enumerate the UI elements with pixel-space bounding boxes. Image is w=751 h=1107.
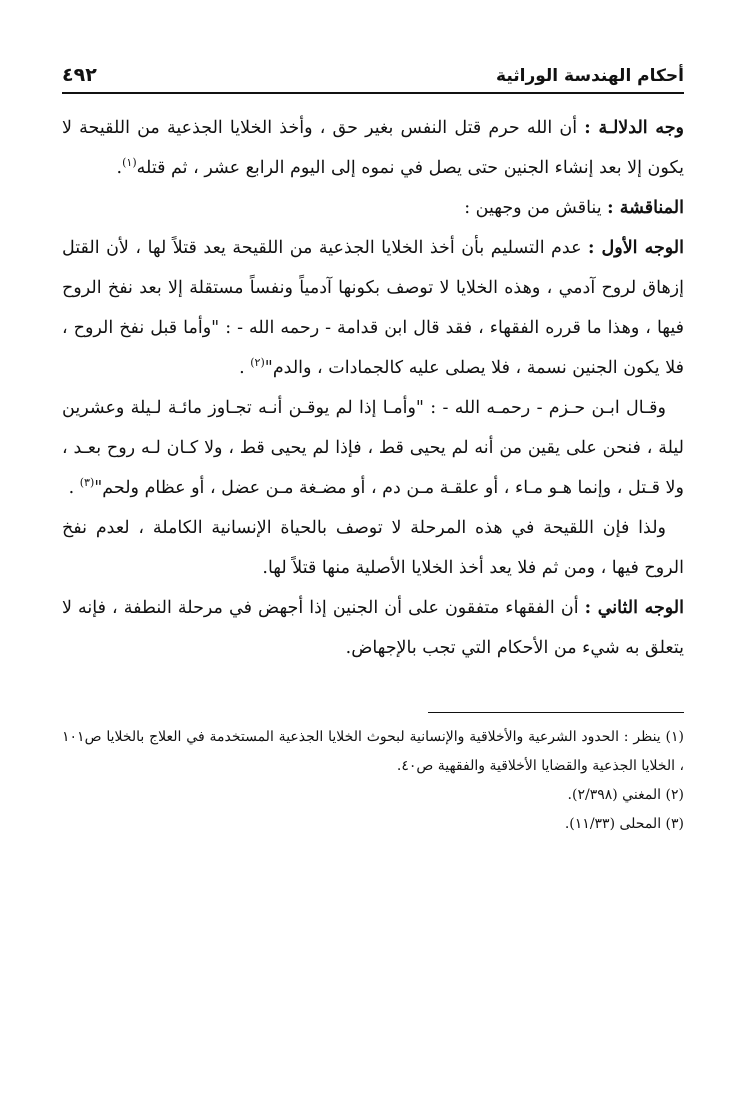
paragraph-lead: الوجه الأول : (588, 238, 685, 258)
main-text (62, 108, 684, 668)
paragraph-first-aspect (62, 228, 684, 388)
paragraph-evidence (62, 108, 684, 188)
paragraph-lead: المناقشة : (607, 198, 684, 218)
paragraph-end: . (239, 358, 251, 378)
paragraph-end: . (68, 478, 80, 498)
paragraph-discussion (62, 188, 684, 228)
paragraph-text: أن الله حرم قتل النفس بغير حق ، وأخذ الخلايا الجذعية من اللقيحة لا يكون إلا بعد إنشاء الجنين حتى يصل في نموه إلى اليوم الرابع عشر ، ثم قتله (62, 118, 684, 178)
footnote-marker[interactable]: (٣) (79, 476, 95, 490)
page-header (62, 58, 684, 94)
footnote-3: (٣) المحلى (١١/٣٣). (564, 816, 684, 832)
paragraph-second-aspect (62, 588, 684, 668)
book-page (62, 58, 684, 839)
paragraph-text: ولذا فإن اللقيحة في هذه المرحلة لا توصف بالحياة الإنسانية الكاملة ، لعدم نفخ الروح فيها ، ومن ثم فلا يعد أخذ الخلايا الأصلية منها قتلاً لها. (62, 518, 684, 578)
footnote-1: (١) ينظر : الحدود الشرعية والأخلاقية والإنسانية لبحوث الخلايا الجذعية المستخدمة في العلاج بالخلايا ص١٠١ ، الخلايا الجذعية والقضايا الأخلاقية والفقهية ص٤٠. (62, 729, 684, 774)
paragraph-lead: وجه الدلالـة : (584, 118, 685, 138)
paragraph-text: وقـال ابـن حـزم - رحمـه الله - : "وأمـا إذا لم يوقـن أنـه تجـاوز مائـة لـيلة وعشرين ليلة ، فنحن على يقين من أنه لم يحيى قط ، فإذا لم يحيى قط ، ولا كـان لـه روح بعـد ، ولا قـتل ، وإنما هـو مـاء ، أو علقـة مـن دم ، أو مضـغة مـن عضل ، أو عظام ولحم" (62, 398, 684, 498)
footnote-2: (٢) المغني (٢/٣٩٨). (567, 787, 684, 803)
footnote-marker[interactable]: (٢) (250, 356, 265, 370)
paragraph-text: أن الفقهاء متفقون على أن الجنين إذا أجهض في مرحلة النطفة ، فإنه لا يتعلق به شيء من الأحكام التي تجب بالإجهاض. (62, 598, 684, 658)
paragraph-text: يناقش من وجهين : (464, 198, 608, 218)
footnotes (62, 723, 684, 839)
paragraph-ibn-hazm-quote (62, 388, 684, 508)
running-title: أحكام الهندسة الوراثية (496, 66, 684, 86)
paragraph-text: عدم التسليم بأن أخذ الخلايا الجذعية من اللقيحة يعد قتلاً لها ، لأن القتل إزهاق لروح آدمي ، وهذه الخلايا لا توصف بكونها آدمياً ونفساً مستقلة إلا بعد نفخ الروح فيها ، وهذا ما قرره الفقهاء ، فقد قال ابن قدامة - رحمه الله - : "وأما قبل نفخ الروح ، فلا يكون الجنين نسمة ، فلا يصلى عليه كالجمادات ، والدم" (62, 238, 684, 378)
page-number: ٤٩٢ (62, 64, 97, 86)
footnote-marker[interactable]: (١) (122, 156, 137, 170)
paragraph-end: . (116, 158, 123, 178)
footnote-separator (428, 712, 684, 713)
paragraph-conclusion (62, 508, 684, 588)
paragraph-lead: الوجه الثاني : (584, 598, 685, 618)
